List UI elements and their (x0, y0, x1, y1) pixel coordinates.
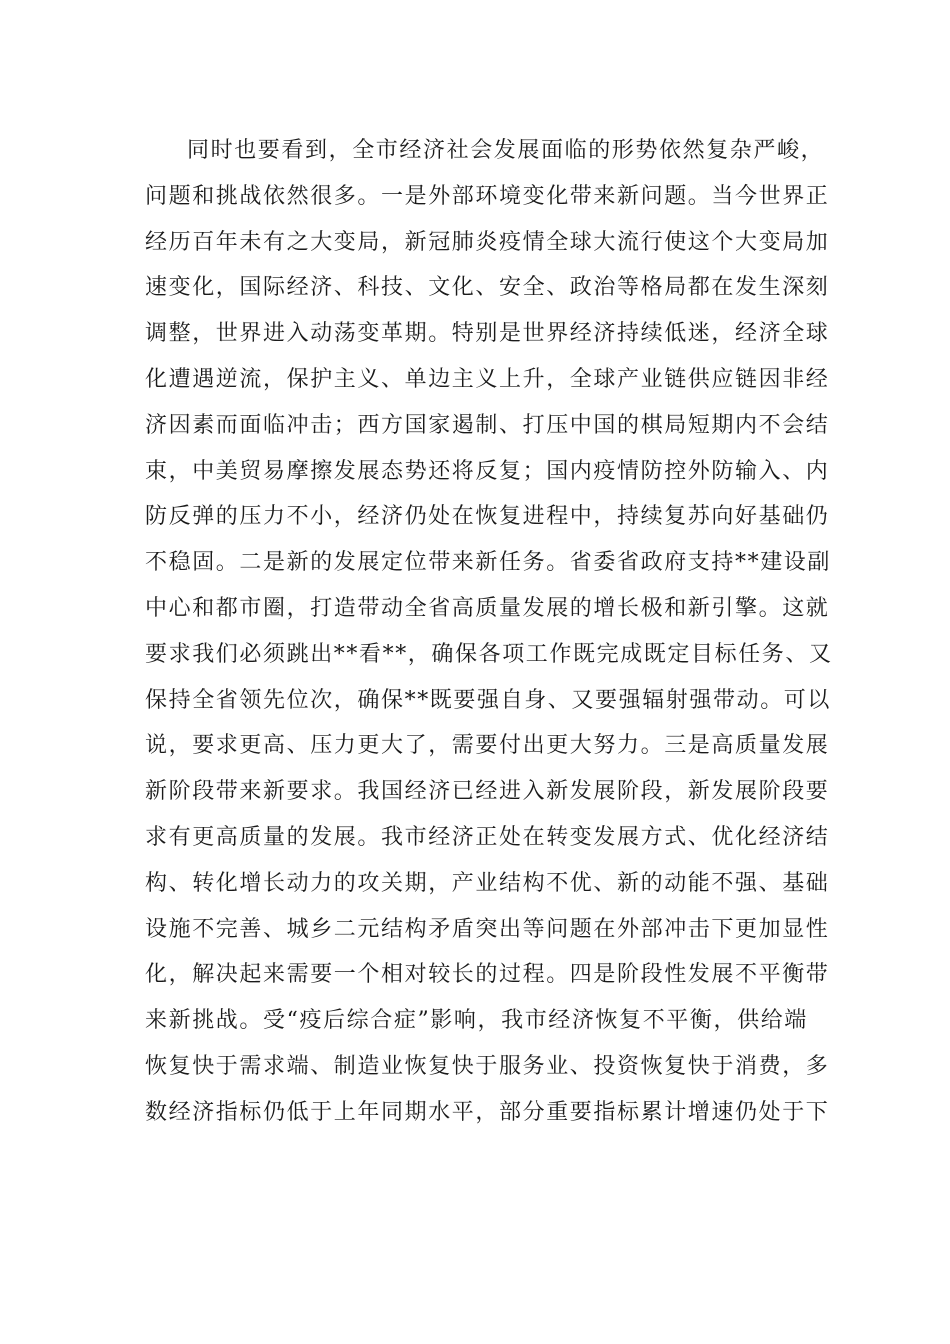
paragraph-line: 经历百年未有之大变局，新冠肺炎疫情全球大流行使这个大变局加 (145, 229, 830, 255)
paragraph-line: 济因素而面临冲击；西方国家遏制、打压中国的棋局短期内不会结 (145, 412, 830, 438)
paragraph-line: 来新挑战。受“疫后综合症”影响，我市经济恢复不平衡，供给端 (145, 1008, 808, 1034)
paragraph-line: 数经济指标仍低于上年同期水平，部分重要指标累计增速仍处于下 (145, 1099, 830, 1125)
paragraph-line: 求有更高质量的发展。我市经济正处在转变发展方式、优化经济结 (145, 824, 830, 850)
paragraph-line: 不稳固。二是新的发展定位带来新任务。省委省政府支持**建设副 (145, 550, 832, 576)
paragraph-line: 同时也要看到，全市经济社会发展面临的形势依然复杂严峻， (187, 138, 825, 163)
paragraph-line: 防反弹的压力不小，经济仍处在恢复进程中，持续复苏向好基础仍 (145, 504, 830, 530)
paragraph-line: 恢复快于需求端、制造业恢复快于服务业、投资恢复快于消费，多 (145, 1053, 830, 1079)
paragraph-line: 速变化，国际经济、科技、文化、安全、政治等格局都在发生深刻 (145, 275, 830, 301)
paragraph-line: 新阶段带来新要求。我国经济已经进入新发展阶段，新发展阶段要 (145, 779, 830, 805)
paragraph-line: 要求我们必须跳出**看**，确保各项工作既完成既定目标任务、又 (145, 641, 833, 667)
paragraph-line: 中心和都市圈，打造带动全省高质量发展的增长极和新引擎。这就 (145, 595, 830, 621)
paragraph-line: 化，解决起来需要一个相对较长的过程。四是阶段性发展不平衡带 (145, 962, 830, 988)
paragraph-line: 构、转化增长动力的攻关期，产业结构不优、新的动能不强、基础 (145, 870, 830, 896)
paragraph-line: 保持全省领先位次，确保**既要强自身、又要强辐射强带动。可以 (145, 687, 832, 713)
paragraph-line: 设施不完善、城乡二元结构矛盾突出等问题在外部冲击下更加显性 (145, 916, 830, 942)
paragraph-line: 化遭遇逆流，保护主义、单边主义上升，全球产业链供应链因非经 (145, 366, 830, 392)
body-paragraph (145, 128, 833, 1136)
paragraph-line: 说，要求更高、压力更大了，需要付出更大努力。三是高质量发展 (145, 733, 830, 759)
paragraph-line: 束，中美贸易摩擦发展态势还将反复；国内疫情防控外防输入、内 (145, 458, 830, 484)
paragraph-line: 调整，世界进入动荡变革期。特别是世界经济持续低迷，经济全球 (145, 321, 830, 347)
paragraph-line: 问题和挑战依然很多。一是外部环境变化带来新问题。当今世界正 (145, 183, 830, 209)
